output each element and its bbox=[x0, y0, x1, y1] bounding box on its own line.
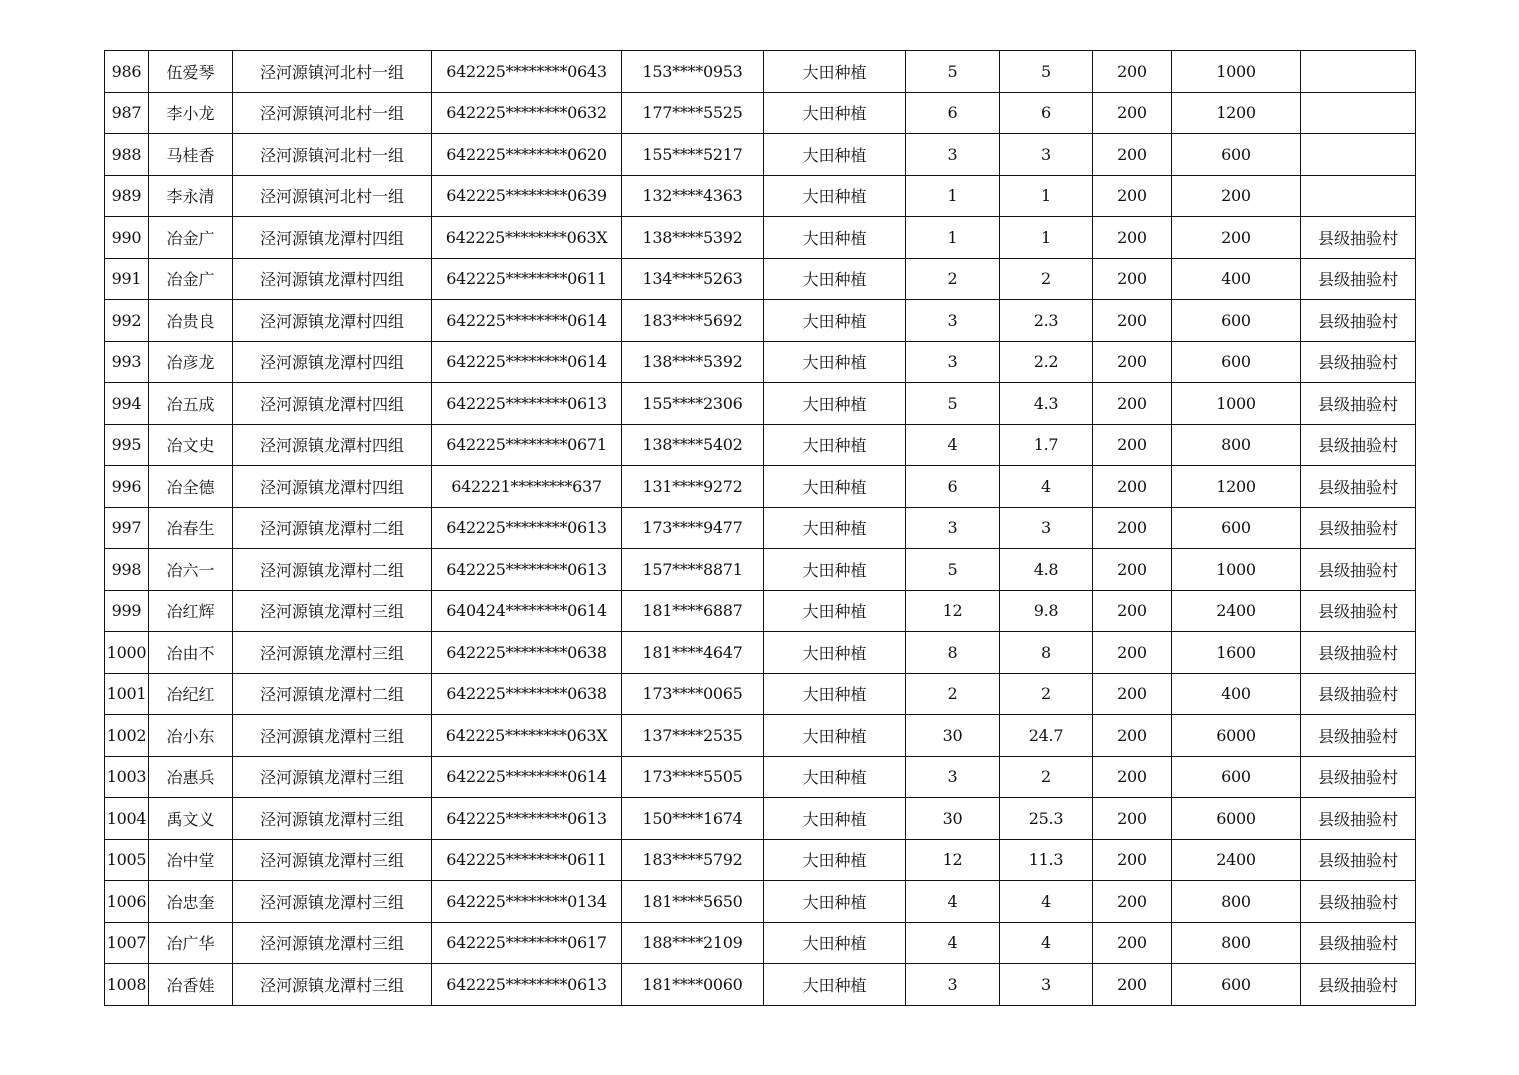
cell-serial-number: 992 bbox=[105, 300, 149, 342]
cell-serial-number: 996 bbox=[105, 466, 149, 508]
cell-name: 冶中堂 bbox=[149, 839, 233, 881]
cell-name: 李小龙 bbox=[149, 92, 233, 134]
cell-subsidy-rate: 200 bbox=[1093, 839, 1172, 881]
table-row bbox=[105, 175, 1416, 217]
cell-name: 冶彦龙 bbox=[149, 341, 233, 383]
cell-area-declared: 12 bbox=[906, 839, 1000, 881]
cell-id-number: 642225********0638 bbox=[432, 632, 622, 674]
cell-subsidy-amount: 600 bbox=[1172, 756, 1301, 798]
cell-name: 冶六一 bbox=[149, 549, 233, 591]
cell-planting-type: 大田种植 bbox=[764, 217, 906, 259]
cell-area-verified: 1 bbox=[1000, 217, 1093, 259]
cell-area-declared: 2 bbox=[906, 258, 1000, 300]
cell-area-verified: 11.3 bbox=[1000, 839, 1093, 881]
cell-serial-number: 999 bbox=[105, 590, 149, 632]
table-row bbox=[105, 258, 1416, 300]
cell-remark: 县级抽验村 bbox=[1301, 881, 1416, 923]
cell-subsidy-amount: 400 bbox=[1172, 258, 1301, 300]
cell-remark: 县级抽验村 bbox=[1301, 922, 1416, 964]
cell-id-number: 642225********0620 bbox=[432, 134, 622, 176]
cell-serial-number: 998 bbox=[105, 549, 149, 591]
cell-planting-type: 大田种植 bbox=[764, 92, 906, 134]
cell-planting-type: 大田种植 bbox=[764, 756, 906, 798]
cell-address: 泾河源镇龙潭村四组 bbox=[233, 424, 432, 466]
cell-planting-type: 大田种植 bbox=[764, 341, 906, 383]
cell-subsidy-rate: 200 bbox=[1093, 341, 1172, 383]
cell-id-number: 642225********063X bbox=[432, 217, 622, 259]
cell-subsidy-rate: 200 bbox=[1093, 549, 1172, 591]
cell-area-declared: 5 bbox=[906, 383, 1000, 425]
cell-planting-type: 大田种植 bbox=[764, 383, 906, 425]
cell-serial-number: 993 bbox=[105, 341, 149, 383]
cell-name: 冶广华 bbox=[149, 922, 233, 964]
cell-area-verified: 4 bbox=[1000, 466, 1093, 508]
cell-address: 泾河源镇河北村一组 bbox=[233, 51, 432, 93]
cell-area-verified: 2 bbox=[1000, 258, 1093, 300]
cell-phone: 155****5217 bbox=[622, 134, 764, 176]
cell-subsidy-amount: 400 bbox=[1172, 673, 1301, 715]
cell-id-number: 642221********637 bbox=[432, 466, 622, 508]
cell-serial-number: 1004 bbox=[105, 798, 149, 840]
cell-phone: 173****9477 bbox=[622, 507, 764, 549]
cell-area-verified: 2.3 bbox=[1000, 300, 1093, 342]
cell-area-declared: 3 bbox=[906, 964, 1000, 1006]
cell-phone: 137****2535 bbox=[622, 715, 764, 757]
cell-address: 泾河源镇龙潭村三组 bbox=[233, 881, 432, 923]
cell-remark: 县级抽验村 bbox=[1301, 590, 1416, 632]
cell-id-number: 642225********0632 bbox=[432, 92, 622, 134]
cell-area-verified: 2 bbox=[1000, 673, 1093, 715]
cell-subsidy-rate: 200 bbox=[1093, 134, 1172, 176]
cell-subsidy-rate: 200 bbox=[1093, 51, 1172, 93]
cell-area-verified: 2 bbox=[1000, 756, 1093, 798]
cell-address: 泾河源镇龙潭村四组 bbox=[233, 258, 432, 300]
cell-phone: 132****4363 bbox=[622, 175, 764, 217]
cell-remark: 县级抽验村 bbox=[1301, 549, 1416, 591]
cell-id-number: 642225********0614 bbox=[432, 756, 622, 798]
cell-serial-number: 997 bbox=[105, 507, 149, 549]
cell-subsidy-rate: 200 bbox=[1093, 756, 1172, 798]
cell-id-number: 642225********0613 bbox=[432, 549, 622, 591]
cell-name: 冶贵良 bbox=[149, 300, 233, 342]
cell-planting-type: 大田种植 bbox=[764, 466, 906, 508]
cell-area-declared: 3 bbox=[906, 134, 1000, 176]
cell-phone: 153****0953 bbox=[622, 51, 764, 93]
cell-serial-number: 1003 bbox=[105, 756, 149, 798]
cell-serial-number: 1000 bbox=[105, 632, 149, 674]
cell-subsidy-rate: 200 bbox=[1093, 632, 1172, 674]
cell-remark: 县级抽验村 bbox=[1301, 383, 1416, 425]
table-body bbox=[105, 51, 1416, 1006]
table-row bbox=[105, 507, 1416, 549]
table-row bbox=[105, 217, 1416, 259]
cell-subsidy-rate: 200 bbox=[1093, 798, 1172, 840]
cell-id-number: 642225********0613 bbox=[432, 383, 622, 425]
cell-area-verified: 2.2 bbox=[1000, 341, 1093, 383]
cell-remark: 县级抽验村 bbox=[1301, 217, 1416, 259]
subsidy-table bbox=[104, 50, 1416, 1006]
cell-id-number: 642225********0611 bbox=[432, 839, 622, 881]
cell-area-verified: 5 bbox=[1000, 51, 1093, 93]
cell-address: 泾河源镇龙潭村二组 bbox=[233, 549, 432, 591]
cell-remark: 县级抽验村 bbox=[1301, 300, 1416, 342]
cell-name: 马桂香 bbox=[149, 134, 233, 176]
cell-area-declared: 3 bbox=[906, 756, 1000, 798]
cell-address: 泾河源镇龙潭村三组 bbox=[233, 798, 432, 840]
cell-remark: 县级抽验村 bbox=[1301, 424, 1416, 466]
cell-address: 泾河源镇河北村一组 bbox=[233, 175, 432, 217]
cell-name: 李永清 bbox=[149, 175, 233, 217]
cell-planting-type: 大田种植 bbox=[764, 839, 906, 881]
table-row bbox=[105, 922, 1416, 964]
cell-address: 泾河源镇龙潭村三组 bbox=[233, 590, 432, 632]
cell-name: 冶春生 bbox=[149, 507, 233, 549]
cell-area-verified: 1.7 bbox=[1000, 424, 1093, 466]
cell-id-number: 642225********063X bbox=[432, 715, 622, 757]
cell-planting-type: 大田种植 bbox=[764, 590, 906, 632]
cell-phone: 183****5792 bbox=[622, 839, 764, 881]
cell-serial-number: 994 bbox=[105, 383, 149, 425]
cell-area-verified: 4 bbox=[1000, 881, 1093, 923]
cell-area-declared: 3 bbox=[906, 507, 1000, 549]
cell-remark: 县级抽验村 bbox=[1301, 507, 1416, 549]
table-row bbox=[105, 839, 1416, 881]
cell-phone: 138****5392 bbox=[622, 217, 764, 259]
cell-serial-number: 995 bbox=[105, 424, 149, 466]
cell-remark bbox=[1301, 175, 1416, 217]
table-row bbox=[105, 300, 1416, 342]
cell-phone: 138****5402 bbox=[622, 424, 764, 466]
cell-subsidy-rate: 200 bbox=[1093, 217, 1172, 259]
cell-address: 泾河源镇龙潭村四组 bbox=[233, 300, 432, 342]
cell-name: 冶红辉 bbox=[149, 590, 233, 632]
cell-planting-type: 大田种植 bbox=[764, 175, 906, 217]
cell-area-declared: 5 bbox=[906, 51, 1000, 93]
cell-subsidy-rate: 200 bbox=[1093, 92, 1172, 134]
cell-name: 冶纪红 bbox=[149, 673, 233, 715]
cell-area-declared: 8 bbox=[906, 632, 1000, 674]
cell-area-declared: 5 bbox=[906, 549, 1000, 591]
cell-address: 泾河源镇龙潭村四组 bbox=[233, 383, 432, 425]
cell-area-declared: 6 bbox=[906, 92, 1000, 134]
cell-subsidy-rate: 200 bbox=[1093, 424, 1172, 466]
cell-serial-number: 990 bbox=[105, 217, 149, 259]
cell-serial-number: 986 bbox=[105, 51, 149, 93]
cell-serial-number: 1008 bbox=[105, 964, 149, 1006]
cell-remark: 县级抽验村 bbox=[1301, 632, 1416, 674]
cell-name: 冶全德 bbox=[149, 466, 233, 508]
cell-planting-type: 大田种植 bbox=[764, 300, 906, 342]
cell-subsidy-amount: 1600 bbox=[1172, 632, 1301, 674]
cell-phone: 134****5263 bbox=[622, 258, 764, 300]
cell-phone: 155****2306 bbox=[622, 383, 764, 425]
cell-id-number: 642225********0671 bbox=[432, 424, 622, 466]
cell-phone: 173****0065 bbox=[622, 673, 764, 715]
cell-planting-type: 大田种植 bbox=[764, 715, 906, 757]
table-row bbox=[105, 424, 1416, 466]
cell-area-verified: 3 bbox=[1000, 507, 1093, 549]
cell-subsidy-amount: 6000 bbox=[1172, 798, 1301, 840]
cell-remark: 县级抽验村 bbox=[1301, 341, 1416, 383]
table-row bbox=[105, 466, 1416, 508]
cell-area-verified: 24.7 bbox=[1000, 715, 1093, 757]
cell-subsidy-amount: 800 bbox=[1172, 922, 1301, 964]
cell-area-verified: 3 bbox=[1000, 964, 1093, 1006]
cell-subsidy-amount: 600 bbox=[1172, 341, 1301, 383]
cell-subsidy-amount: 1000 bbox=[1172, 51, 1301, 93]
cell-area-verified: 3 bbox=[1000, 134, 1093, 176]
cell-planting-type: 大田种植 bbox=[764, 258, 906, 300]
cell-name: 伍爱琴 bbox=[149, 51, 233, 93]
cell-subsidy-amount: 200 bbox=[1172, 217, 1301, 259]
table-row bbox=[105, 134, 1416, 176]
cell-address: 泾河源镇龙潭村三组 bbox=[233, 922, 432, 964]
table-row bbox=[105, 383, 1416, 425]
cell-name: 冶小东 bbox=[149, 715, 233, 757]
table-row bbox=[105, 756, 1416, 798]
table-row bbox=[105, 798, 1416, 840]
cell-subsidy-rate: 200 bbox=[1093, 507, 1172, 549]
cell-subsidy-rate: 200 bbox=[1093, 673, 1172, 715]
cell-area-verified: 4.8 bbox=[1000, 549, 1093, 591]
cell-remark: 县级抽验村 bbox=[1301, 798, 1416, 840]
cell-subsidy-amount: 200 bbox=[1172, 175, 1301, 217]
cell-planting-type: 大田种植 bbox=[764, 51, 906, 93]
cell-address: 泾河源镇河北村一组 bbox=[233, 134, 432, 176]
cell-phone: 150****1674 bbox=[622, 798, 764, 840]
cell-planting-type: 大田种植 bbox=[764, 922, 906, 964]
cell-subsidy-amount: 2400 bbox=[1172, 839, 1301, 881]
cell-name: 冶由不 bbox=[149, 632, 233, 674]
cell-id-number: 642225********0611 bbox=[432, 258, 622, 300]
cell-address: 泾河源镇龙潭村四组 bbox=[233, 341, 432, 383]
cell-id-number: 640424********0614 bbox=[432, 590, 622, 632]
cell-planting-type: 大田种植 bbox=[764, 798, 906, 840]
cell-address: 泾河源镇龙潭村二组 bbox=[233, 507, 432, 549]
cell-area-declared: 2 bbox=[906, 673, 1000, 715]
cell-phone: 181****6887 bbox=[622, 590, 764, 632]
table-row bbox=[105, 341, 1416, 383]
cell-planting-type: 大田种植 bbox=[764, 673, 906, 715]
cell-remark: 县级抽验村 bbox=[1301, 839, 1416, 881]
cell-area-declared: 3 bbox=[906, 300, 1000, 342]
cell-address: 泾河源镇龙潭村四组 bbox=[233, 217, 432, 259]
cell-serial-number: 987 bbox=[105, 92, 149, 134]
cell-area-verified: 4 bbox=[1000, 922, 1093, 964]
cell-remark bbox=[1301, 51, 1416, 93]
cell-area-verified: 8 bbox=[1000, 632, 1093, 674]
cell-area-declared: 12 bbox=[906, 590, 1000, 632]
cell-area-declared: 3 bbox=[906, 341, 1000, 383]
cell-planting-type: 大田种植 bbox=[764, 881, 906, 923]
cell-subsidy-amount: 600 bbox=[1172, 507, 1301, 549]
cell-subsidy-rate: 200 bbox=[1093, 590, 1172, 632]
cell-address: 泾河源镇河北村一组 bbox=[233, 92, 432, 134]
cell-phone: 157****8871 bbox=[622, 549, 764, 591]
cell-name: 冶忠奎 bbox=[149, 881, 233, 923]
cell-area-verified: 6 bbox=[1000, 92, 1093, 134]
cell-area-declared: 1 bbox=[906, 175, 1000, 217]
cell-area-declared: 6 bbox=[906, 466, 1000, 508]
cell-id-number: 642225********0134 bbox=[432, 881, 622, 923]
cell-subsidy-amount: 1000 bbox=[1172, 549, 1301, 591]
cell-address: 泾河源镇龙潭村二组 bbox=[233, 673, 432, 715]
cell-name: 冶惠兵 bbox=[149, 756, 233, 798]
cell-phone: 181****0060 bbox=[622, 964, 764, 1006]
cell-remark: 县级抽验村 bbox=[1301, 964, 1416, 1006]
cell-id-number: 642225********0613 bbox=[432, 507, 622, 549]
cell-subsidy-amount: 1200 bbox=[1172, 466, 1301, 508]
cell-area-verified: 1 bbox=[1000, 175, 1093, 217]
cell-subsidy-amount: 1200 bbox=[1172, 92, 1301, 134]
cell-name: 冶金广 bbox=[149, 258, 233, 300]
cell-serial-number: 991 bbox=[105, 258, 149, 300]
cell-address: 泾河源镇龙潭村三组 bbox=[233, 632, 432, 674]
cell-address: 泾河源镇龙潭村三组 bbox=[233, 964, 432, 1006]
cell-remark: 县级抽验村 bbox=[1301, 715, 1416, 757]
cell-subsidy-amount: 600 bbox=[1172, 964, 1301, 1006]
table-row bbox=[105, 549, 1416, 591]
cell-area-declared: 4 bbox=[906, 881, 1000, 923]
cell-remark: 县级抽验村 bbox=[1301, 258, 1416, 300]
cell-address: 泾河源镇龙潭村三组 bbox=[233, 756, 432, 798]
cell-id-number: 642225********0613 bbox=[432, 798, 622, 840]
table-row bbox=[105, 715, 1416, 757]
cell-subsidy-amount: 6000 bbox=[1172, 715, 1301, 757]
cell-area-verified: 9.8 bbox=[1000, 590, 1093, 632]
cell-name: 禹文义 bbox=[149, 798, 233, 840]
cell-subsidy-amount: 1000 bbox=[1172, 383, 1301, 425]
cell-phone: 181****4647 bbox=[622, 632, 764, 674]
cell-area-declared: 30 bbox=[906, 715, 1000, 757]
cell-phone: 188****2109 bbox=[622, 922, 764, 964]
cell-id-number: 642225********0638 bbox=[432, 673, 622, 715]
cell-area-declared: 30 bbox=[906, 798, 1000, 840]
cell-phone: 131****9272 bbox=[622, 466, 764, 508]
cell-address: 泾河源镇龙潭村三组 bbox=[233, 839, 432, 881]
cell-remark: 县级抽验村 bbox=[1301, 756, 1416, 798]
cell-subsidy-amount: 600 bbox=[1172, 134, 1301, 176]
table-row bbox=[105, 590, 1416, 632]
cell-serial-number: 1005 bbox=[105, 839, 149, 881]
cell-subsidy-rate: 200 bbox=[1093, 466, 1172, 508]
cell-subsidy-rate: 200 bbox=[1093, 300, 1172, 342]
cell-name: 冶金广 bbox=[149, 217, 233, 259]
cell-subsidy-amount: 800 bbox=[1172, 424, 1301, 466]
cell-phone: 138****5392 bbox=[622, 341, 764, 383]
cell-subsidy-amount: 600 bbox=[1172, 300, 1301, 342]
table-row bbox=[105, 92, 1416, 134]
cell-id-number: 642225********0613 bbox=[432, 964, 622, 1006]
cell-serial-number: 1007 bbox=[105, 922, 149, 964]
cell-id-number: 642225********0617 bbox=[432, 922, 622, 964]
cell-address: 泾河源镇龙潭村三组 bbox=[233, 715, 432, 757]
cell-subsidy-rate: 200 bbox=[1093, 964, 1172, 1006]
cell-area-declared: 4 bbox=[906, 922, 1000, 964]
cell-phone: 183****5692 bbox=[622, 300, 764, 342]
cell-phone: 181****5650 bbox=[622, 881, 764, 923]
cell-id-number: 642225********0643 bbox=[432, 51, 622, 93]
table-row bbox=[105, 632, 1416, 674]
cell-serial-number: 988 bbox=[105, 134, 149, 176]
cell-area-verified: 25.3 bbox=[1000, 798, 1093, 840]
cell-serial-number: 1002 bbox=[105, 715, 149, 757]
cell-remark bbox=[1301, 134, 1416, 176]
cell-phone: 173****5505 bbox=[622, 756, 764, 798]
table-row bbox=[105, 51, 1416, 93]
cell-planting-type: 大田种植 bbox=[764, 549, 906, 591]
cell-serial-number: 989 bbox=[105, 175, 149, 217]
cell-area-declared: 4 bbox=[906, 424, 1000, 466]
cell-subsidy-rate: 200 bbox=[1093, 881, 1172, 923]
cell-area-verified: 4.3 bbox=[1000, 383, 1093, 425]
cell-address: 泾河源镇龙潭村四组 bbox=[233, 466, 432, 508]
cell-subsidy-amount: 2400 bbox=[1172, 590, 1301, 632]
cell-subsidy-rate: 200 bbox=[1093, 922, 1172, 964]
cell-phone: 177****5525 bbox=[622, 92, 764, 134]
cell-id-number: 642225********0614 bbox=[432, 341, 622, 383]
table-row bbox=[105, 673, 1416, 715]
cell-subsidy-amount: 800 bbox=[1172, 881, 1301, 923]
cell-subsidy-rate: 200 bbox=[1093, 715, 1172, 757]
cell-planting-type: 大田种植 bbox=[764, 964, 906, 1006]
cell-planting-type: 大田种植 bbox=[764, 134, 906, 176]
cell-remark: 县级抽验村 bbox=[1301, 466, 1416, 508]
cell-id-number: 642225********0614 bbox=[432, 300, 622, 342]
cell-remark: 县级抽验村 bbox=[1301, 673, 1416, 715]
cell-serial-number: 1001 bbox=[105, 673, 149, 715]
cell-name: 冶文史 bbox=[149, 424, 233, 466]
cell-id-number: 642225********0639 bbox=[432, 175, 622, 217]
cell-subsidy-rate: 200 bbox=[1093, 383, 1172, 425]
table-row bbox=[105, 964, 1416, 1006]
cell-name: 冶五成 bbox=[149, 383, 233, 425]
cell-planting-type: 大田种植 bbox=[764, 632, 906, 674]
table-row bbox=[105, 881, 1416, 923]
cell-subsidy-rate: 200 bbox=[1093, 258, 1172, 300]
cell-name: 冶香娃 bbox=[149, 964, 233, 1006]
cell-area-declared: 1 bbox=[906, 217, 1000, 259]
cell-subsidy-rate: 200 bbox=[1093, 175, 1172, 217]
cell-serial-number: 1006 bbox=[105, 881, 149, 923]
cell-remark bbox=[1301, 92, 1416, 134]
cell-planting-type: 大田种植 bbox=[764, 507, 906, 549]
cell-planting-type: 大田种植 bbox=[764, 424, 906, 466]
